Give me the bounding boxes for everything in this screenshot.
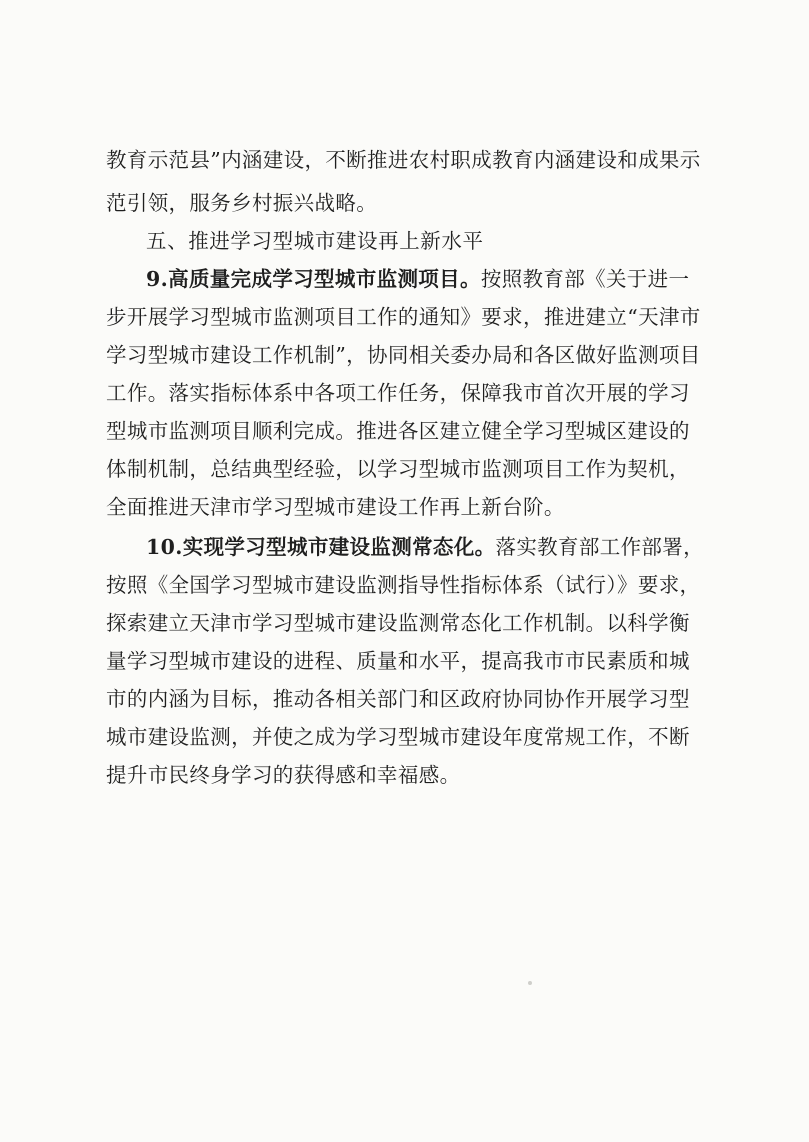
body-text-line: 探索建立天津市学习型城市建设监测常态化工作机制。以科学衡: [106, 611, 690, 635]
item9-first-line: [146, 264, 689, 294]
body-text-line: 型城市监测项目顺利完成。推进各区建立健全学习型城区建设的: [106, 419, 690, 443]
body-text-line: 全面推进天津市学习型城市建设工作再上新台阶。: [106, 495, 565, 519]
item10-first-line-text: 落实教育部工作部署，: [495, 535, 704, 559]
item9-first-line-text: 按照教育部《关于进一: [480, 267, 690, 291]
body-text-line: 体制机制，总结典型经验，以学习型城市监测项目工作为契机，: [106, 457, 690, 481]
scan-speck: [528, 981, 532, 985]
body-text-line: 按照《全国学习型城市建设监测指导性指标体系（试行）》要求，: [106, 573, 701, 597]
body-text-line: 工作。落实指标体系中各项工作任务，保障我市首次开展的学习: [106, 381, 690, 405]
body-text-line: 范引领，服务乡村振兴战略。: [106, 191, 378, 215]
body-text-line: 市的内涵为目标，推动各相关部门和区政府协同协作开展学习型: [106, 687, 690, 711]
item9-title: 9.高质量完成学习型城市监测项目。: [146, 267, 481, 291]
body-text-line: 学习型城市建设工作机制”，协同相关委办局和各区做好监测项目: [106, 343, 701, 367]
body-text-line: 步开展学习型城市监测项目工作的通知》要求，推进建立“天津市: [106, 305, 701, 329]
body-text-line: 量学习型城市建设的进程、质量和水平，提高我市市民素质和城: [106, 649, 690, 673]
section-heading: 五、推进学习型城市建设再上新水平: [146, 229, 484, 253]
body-text-line: 教育示范县”内涵建设，不断推进农村职成教育内涵建设和成果示: [106, 148, 701, 172]
body-text-line: 提升市民终身学习的获得感和幸福感。: [106, 763, 461, 787]
body-text-line: 城市建设监测，并使之成为学习型城市建设年度常规工作，不断: [106, 725, 690, 749]
item10-first-line: [146, 532, 704, 562]
item10-title: 10.实现学习型城市建设监测常态化。: [146, 535, 496, 559]
